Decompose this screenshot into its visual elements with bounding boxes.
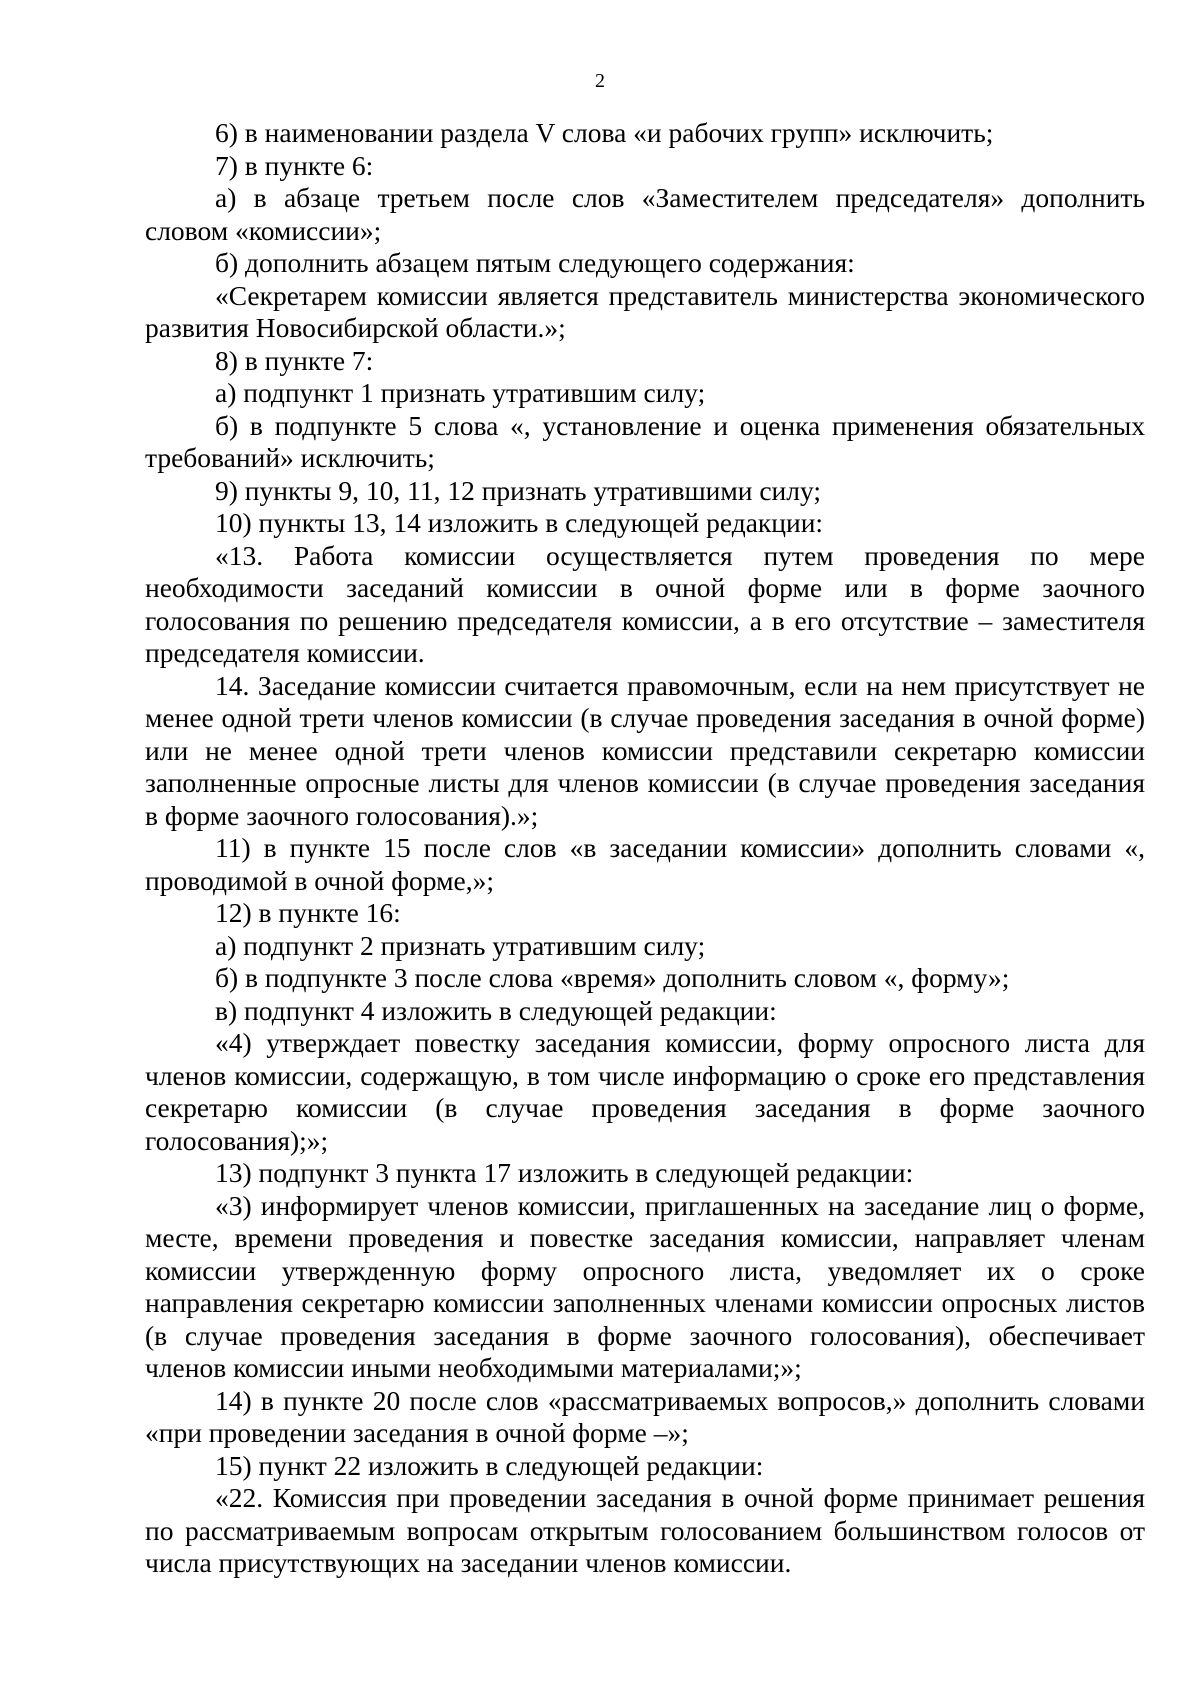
paragraph-quote-secretary: «Секретарем комиссии является представитель министерства экономического развития Новосибирской области.»; — [145, 279, 1145, 343]
document-body — [145, 117, 1145, 1580]
paragraph-item-12: 12) в пункте 16: — [215, 897, 401, 928]
page-number: 2 — [595, 70, 605, 92]
paragraph-item-7: 7) в пункте 6: — [215, 149, 374, 181]
paragraph-item-9: 9) пункты 9, 10, 11, 12 признать утратившими силу; — [215, 474, 822, 506]
paragraph-quote-3: «3) информирует членов комиссии, приглашенных на заседание лиц о форме, месте, времени проведения и повестке заседания комиссии, направляет членам комиссии утвержденную форму опросного листа, уведомляет их о сроке направления секретарю комиссии заполненных членами комиссии опросных листов (в случае проведения заседания в форме заочного голосования), обеспечивает членов комиссии иными необходимыми материалами;»; — [145, 1189, 1145, 1383]
paragraph-item-14: 14) в пункте 20 после слов «рассматриваемых вопросов,» дополнить словами «при проведении заседания в очной форме –»; — [145, 1384, 1145, 1448]
paragraph-subitem-8a: а) подпункт 1 признать утратившим силу; — [215, 377, 706, 408]
paragraph-item-6: 6) в наименовании раздела V слова «и рабочих групп» исключить; — [215, 117, 994, 148]
paragraph-subitem-12a: а) подпункт 2 признать утратившим силу; — [215, 929, 706, 961]
paragraph-quote-13: «13. Работа комиссии осуществляется путем проведения по мере необходимости заседаний комиссии в очной форме или в форме заочного голосования по решению председателя комиссии, а в его отсутствие – заместителя председателя комиссии. — [145, 539, 1145, 668]
paragraph-subitem-7b: б) дополнить абзацем пятым следующего содержания: — [215, 247, 855, 278]
paragraph-quote-14: 14. Заседание комиссии считается правомочным, если на нем присутствует не менее одной трети членов комиссии (в случае проведения заседания в очной форме) или не менее одной трети членов комиссии представили секретарю комиссии заполненные опросные листы для членов комиссии (в случае проведения заседания в форме заочного голосования).»; — [145, 669, 1145, 831]
paragraph-quote-4: «4) утверждает повестку заседания комиссии, форму опросного листа для членов комиссии, содержащую, в том числе информацию о сроке его представления секретарю комиссии (в случае проведения заседания в форме заочного голосования);»; — [145, 1027, 1145, 1156]
paragraph-item-13: 13) подпункт 3 пункта 17 изложить в следующей редакции: — [215, 1157, 914, 1188]
paragraph-subitem-8b: б) в подпункте 5 слова «, установление и оценка применения обязательных требований» исключить; — [145, 409, 1145, 473]
paragraph-item-8: 8) в пункте 7: — [215, 344, 374, 376]
paragraph-quote-22: «22. Комиссия при проведении заседания в очной форме принимает решения по рассматриваемым вопросам открытым голосованием большинством голосов от числа присутствующих на заседании членов комиссии. — [145, 1482, 1145, 1578]
paragraph-item-15: 15) пункт 22 изложить в следующей редакции: — [215, 1449, 764, 1481]
paragraph-subitem-12c: в) подпункт 4 изложить в следующей редакции: — [215, 994, 777, 1026]
paragraph-subitem-7a: а) в абзаце третьем после слов «Заместителем председателя» дополнить словом «комиссии»; — [145, 182, 1145, 246]
paragraph-item-10: 10) пункты 13, 14 изложить в следующей редакции: — [215, 507, 824, 538]
paragraph-item-11: 11) в пункте 15 после слов «в заседании комиссии» дополнить словами «, проводимой в очной форме,»; — [145, 832, 1145, 896]
paragraph-subitem-12b: б) в подпункте 3 после слова «время» дополнить словом «, форму»; — [215, 962, 1010, 993]
